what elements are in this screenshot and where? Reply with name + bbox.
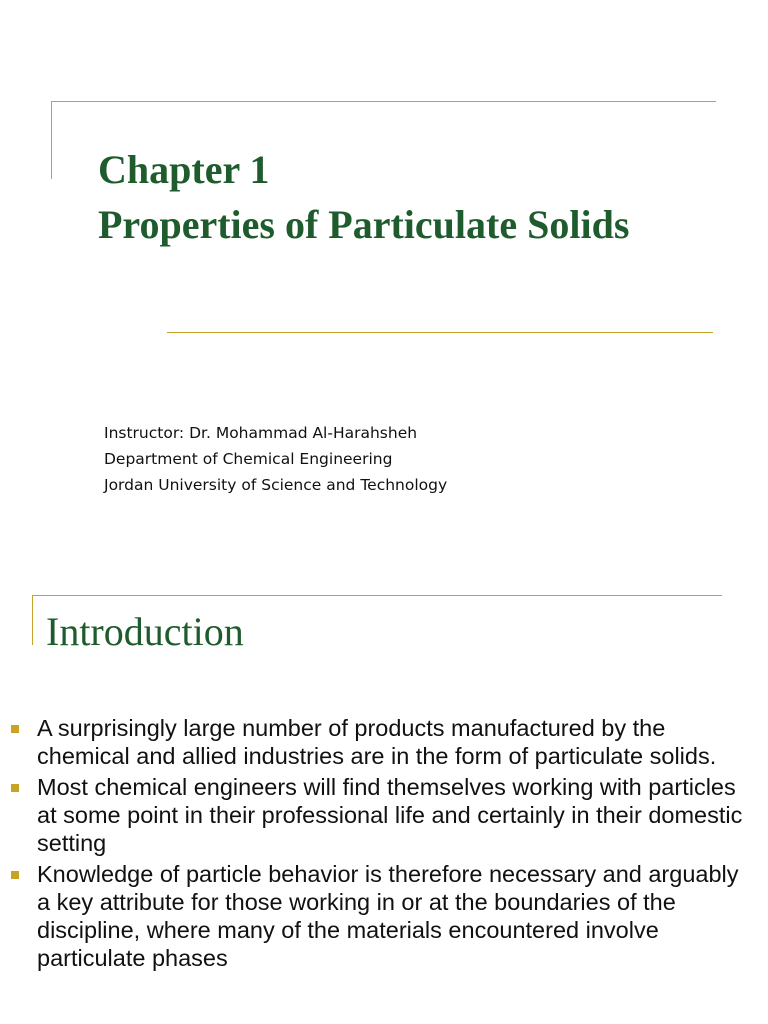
bullet-list (0, 714, 768, 975)
slide-title: Introduction (46, 609, 244, 654)
bullet-item (0, 714, 768, 770)
frame-left-line (51, 101, 52, 179)
slide-title (98, 142, 629, 252)
frame-top-line (32, 595, 722, 596)
bullet-text: A surprisingly large number of products manufactured by the chemical and allied industries are in the form of particulate solids. (37, 715, 717, 769)
bullet-item (0, 773, 768, 857)
introduction-slide (0, 575, 768, 1024)
square-bullet-icon (11, 784, 19, 792)
department-line: Department of Chemical Engineering (104, 450, 393, 468)
slide-subtitle (104, 420, 447, 498)
title-underline (167, 332, 713, 333)
university-line: Jordan University of Science and Technology (104, 476, 448, 494)
frame-top-line (51, 101, 716, 102)
bullet-item (0, 860, 768, 972)
bullet-text: Most chemical engineers will find themselves working with particles at some point in their professional life and certainly in their domestic setting (37, 774, 743, 856)
slide-title-line-2: Properties of Particulate Solids (98, 202, 630, 247)
slide-title-line-1: Chapter 1 (98, 147, 270, 192)
instructor-line: Instructor: Dr. Mohammad Al-Harahsheh (104, 424, 418, 442)
frame-left-line (32, 595, 33, 645)
square-bullet-icon (11, 871, 19, 879)
bullet-text: Knowledge of particle behavior is therefore necessary and arguably a key attribute for those working in or at the boundaries of the discipline, where many of the materials encountered involve particulate phases (37, 861, 739, 971)
square-bullet-icon (11, 725, 19, 733)
